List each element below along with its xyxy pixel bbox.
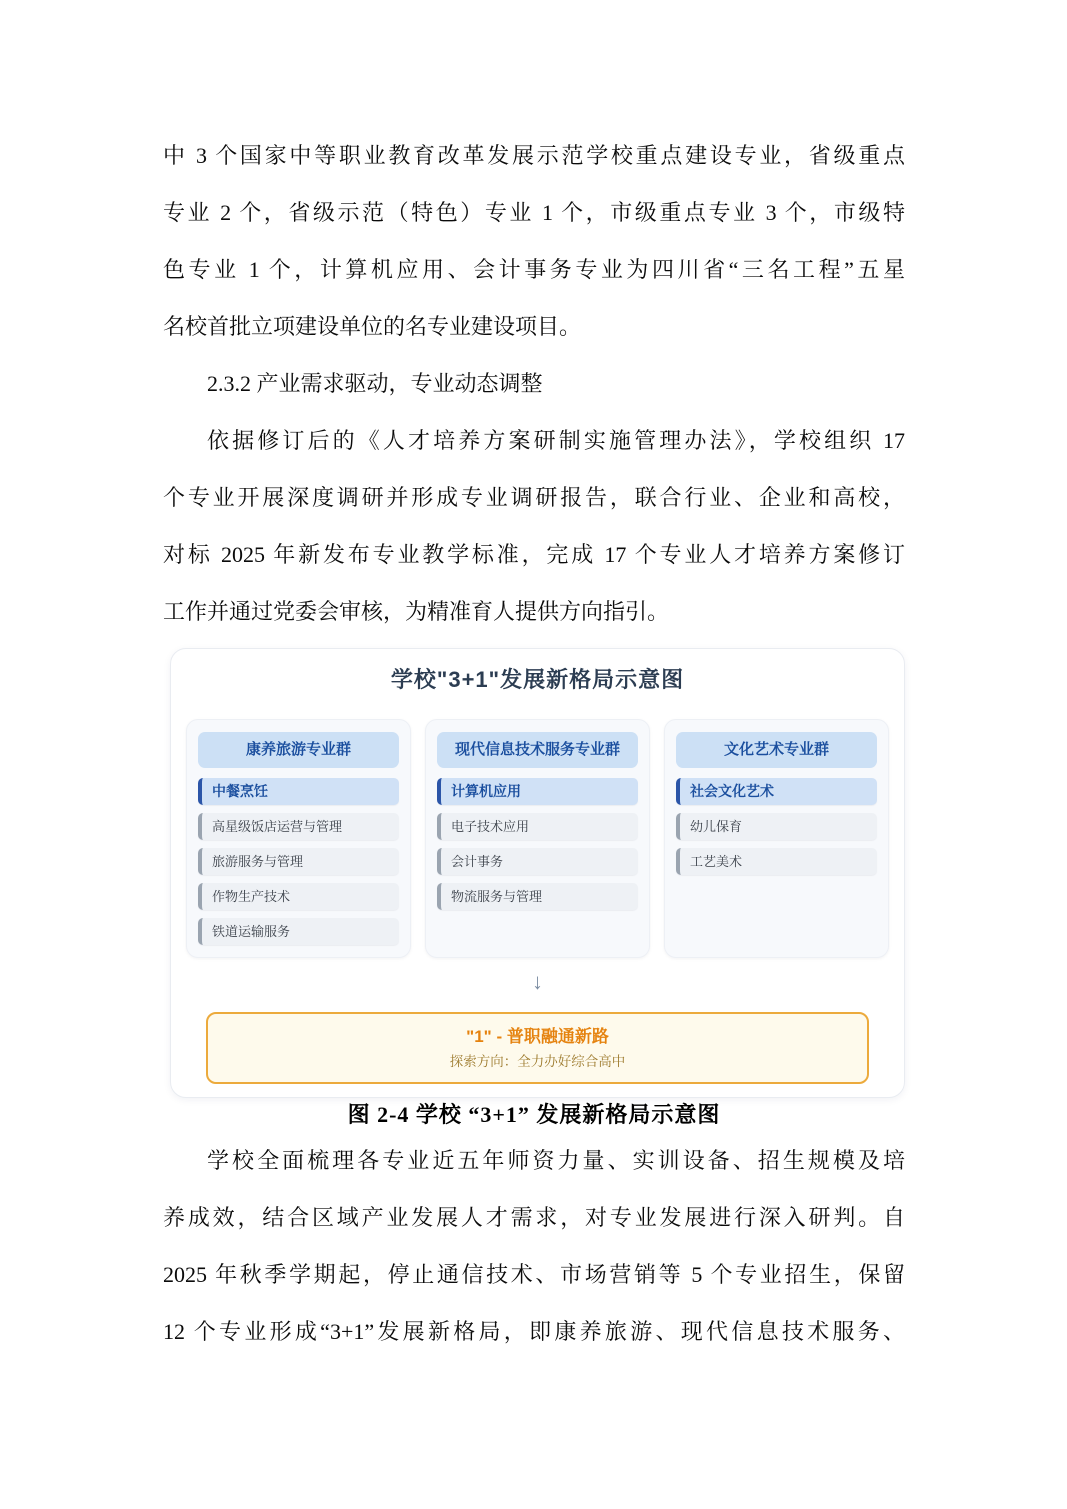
- paragraph-line: 中 3 个国家中等职业教育改革发展示范学校重点建设专业，省级重点: [163, 143, 905, 168]
- specialty-item: 会计事务: [437, 848, 638, 875]
- specialty-groups-row: [186, 719, 889, 958]
- specialty-card-xinxi: [425, 719, 650, 958]
- diagram-title: 学校"3+1"发展新格局示意图: [390, 667, 685, 692]
- banner-title: "1" - 普职融通新路: [466, 1027, 609, 1046]
- card-header: 康养旅游专业群: [198, 732, 399, 768]
- banner-subtitle: 探索方向：全力办好综合高中: [449, 1054, 626, 1069]
- paragraph-line: 12 个专业形成“3+1”发展新格局，即康养旅游、现代信息技术服务、: [163, 1319, 905, 1344]
- paragraph-line: 对标 2025 年新发布专业教学标准，完成 17 个专业人才培养方案修订: [163, 542, 905, 567]
- specialty-item: 高星级饭店运营与管理: [198, 813, 399, 840]
- specialty-item: 幼儿保育: [676, 813, 877, 840]
- specialty-item: 旅游服务与管理: [198, 848, 399, 875]
- paragraph-line: 学校全面梳理各专业近五年师资力量、实训设备、招生规模及培: [207, 1148, 905, 1173]
- specialty-card-wenhua: [664, 719, 889, 958]
- paragraph: [163, 1132, 905, 1360]
- paragraph-line: 色专业 1 个，计算机应用、会计事务专业为四川省“三名工程”五星: [163, 257, 905, 282]
- paragraph-line: 工作并通过党委会审核，为精准育人提供方向指引。: [163, 599, 670, 624]
- paragraph-line: 2025 年秋季学期起，停止通信技术、市场营销等 5 个专业招生，保留: [163, 1262, 905, 1287]
- paragraph-line: 个专业开展深度调研并形成专业调研报告，联合行业、企业和高校，: [163, 485, 905, 510]
- specialty-item-highlight: 中餐烹饪: [198, 778, 399, 805]
- figure-caption: 图 2-4 学校 “3+1” 发展新格局示意图: [347, 1102, 721, 1127]
- document-content: [163, 127, 905, 1360]
- specialty-item: 工艺美术: [676, 848, 877, 875]
- specialty-item: 作物生产技术: [198, 883, 399, 910]
- specialty-item: 物流服务与管理: [437, 883, 638, 910]
- specialty-card-kangyang: [186, 719, 411, 958]
- paragraph-line: 养成效，结合区域产业发展人才需求，对专业发展进行深入研判。自: [163, 1205, 905, 1230]
- card-header: 文化艺术专业群: [676, 732, 877, 768]
- specialty-item-highlight: 计算机应用: [437, 778, 638, 805]
- card-header: 现代信息技术服务专业群: [437, 732, 638, 768]
- specialty-item: 铁道运输服务: [198, 918, 399, 945]
- paragraph-line: 专业 2 个，省级示范（特色）专业 1 个，市级重点专业 3 个，市级特: [163, 200, 905, 225]
- banner: [206, 1012, 869, 1084]
- paragraph: [163, 412, 905, 640]
- down-arrow-icon: ↓: [532, 969, 543, 994]
- specialty-item: 电子技术应用: [437, 813, 638, 840]
- paragraph-line: 名校首批立项建设单位的名专业建设项目。: [163, 314, 582, 339]
- figure-diagram: [170, 648, 905, 1098]
- paragraph: [163, 127, 905, 355]
- specialty-item-highlight: 社会文化艺术: [676, 778, 877, 805]
- paragraph-line: 依据修订后的《人才培养方案研制实施管理办法》，学校组织 17: [207, 428, 905, 453]
- section-heading: 2.3.2 产业需求驱动，专业动态调整: [207, 371, 543, 396]
